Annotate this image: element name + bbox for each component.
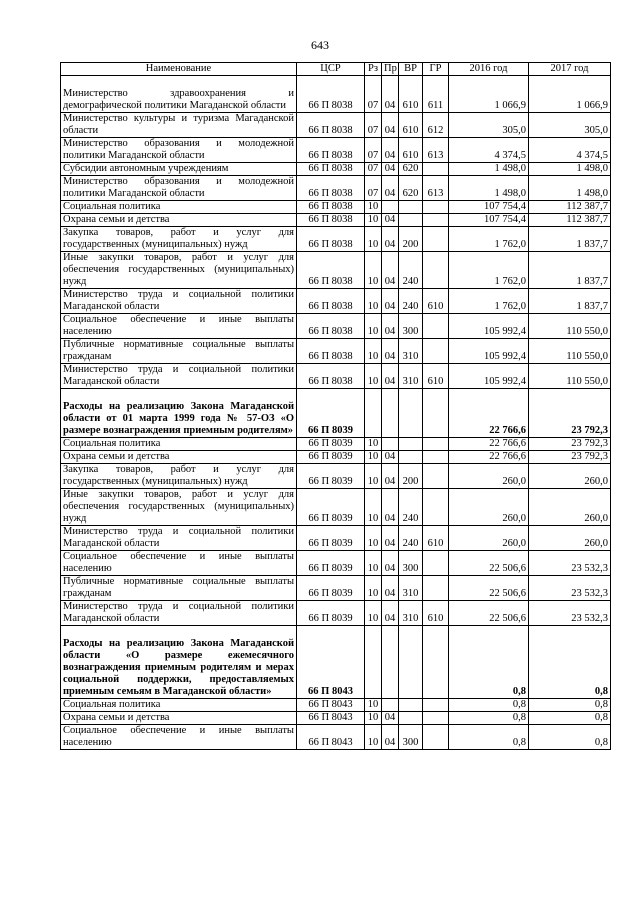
cell-2017: 23 532,3	[529, 601, 611, 626]
cell-pr: 04	[382, 364, 399, 389]
cell-gr	[423, 214, 449, 227]
cell-pr: 04	[382, 601, 399, 626]
table-row	[61, 464, 611, 489]
cell-rz: 07	[365, 138, 382, 163]
cell-csr: 66 П 8038	[297, 163, 365, 176]
cell-name: Расходы на реализацию Закона Магаданской области «О размере ежемесячного вознаграждения приемным родителям и мерах социальной поддержки, предоставляемых приемным семьям в Магаданской области»	[61, 626, 297, 699]
cell-gr: 611	[423, 76, 449, 113]
cell-vr: 300	[399, 725, 423, 750]
table-row	[61, 227, 611, 252]
cell-name: Субсидии автономным учреждениям	[61, 163, 297, 176]
cell-gr	[423, 576, 449, 601]
cell-vr: 300	[399, 551, 423, 576]
cell-name: Охрана семьи и детства	[61, 712, 297, 725]
cell-pr: 04	[382, 214, 399, 227]
cell-csr: 66 П 8039	[297, 526, 365, 551]
cell-2017: 1 498,0	[529, 163, 611, 176]
cell-name: Министерство труда и социальной политики Магаданской области	[61, 364, 297, 389]
cell-2017: 23 792,3	[529, 451, 611, 464]
cell-name: Иные закупки товаров, работ и услуг для обеспечения государственных (муниципальных) нужд	[61, 489, 297, 526]
cell-gr	[423, 699, 449, 712]
cell-2016: 22 766,6	[449, 438, 529, 451]
cell-rz: 07	[365, 113, 382, 138]
cell-csr: 66 П 8039	[297, 451, 365, 464]
cell-pr: 04	[382, 163, 399, 176]
cell-csr: 66 П 8038	[297, 339, 365, 364]
cell-name: Социальная политика	[61, 699, 297, 712]
cell-name: Социальная политика	[61, 438, 297, 451]
cell-rz: 10	[365, 438, 382, 451]
cell-csr: 66 П 8038	[297, 252, 365, 289]
cell-csr: 66 П 8038	[297, 138, 365, 163]
table-row	[61, 489, 611, 526]
cell-gr	[423, 438, 449, 451]
cell-rz: 10	[365, 601, 382, 626]
table-header-row	[61, 63, 611, 76]
cell-gr: 610	[423, 526, 449, 551]
table-row	[61, 389, 611, 438]
cell-2017: 1 837,7	[529, 252, 611, 289]
table-row	[61, 176, 611, 201]
cell-pr	[382, 626, 399, 699]
cell-rz: 10	[365, 526, 382, 551]
cell-2017: 1 498,0	[529, 176, 611, 201]
header-2017: 2017 год	[529, 63, 611, 76]
table-row	[61, 289, 611, 314]
cell-2017: 1 066,9	[529, 76, 611, 113]
cell-2016: 22 766,6	[449, 451, 529, 464]
cell-pr: 04	[382, 526, 399, 551]
cell-rz: 10	[365, 314, 382, 339]
cell-vr	[399, 699, 423, 712]
cell-gr	[423, 339, 449, 364]
cell-pr	[382, 389, 399, 438]
cell-csr: 66 П 8038	[297, 289, 365, 314]
table-row	[61, 138, 611, 163]
cell-name: Социальное обеспечение и иные выплаты населению	[61, 725, 297, 750]
cell-2017: 0,8	[529, 699, 611, 712]
cell-2016: 22 766,6	[449, 389, 529, 438]
cell-2016: 107 754,4	[449, 214, 529, 227]
cell-rz: 10	[365, 364, 382, 389]
cell-rz: 10	[365, 712, 382, 725]
cell-2016: 107 754,4	[449, 201, 529, 214]
cell-csr: 66 П 8043	[297, 626, 365, 699]
cell-2016: 1 498,0	[449, 176, 529, 201]
cell-rz: 10	[365, 699, 382, 712]
cell-rz: 10	[365, 227, 382, 252]
cell-rz: 07	[365, 76, 382, 113]
cell-gr	[423, 163, 449, 176]
cell-vr: 240	[399, 252, 423, 289]
cell-pr: 04	[382, 551, 399, 576]
cell-csr: 66 П 8038	[297, 227, 365, 252]
cell-csr: 66 П 8039	[297, 489, 365, 526]
cell-2017: 1 837,7	[529, 289, 611, 314]
table-row	[61, 576, 611, 601]
table-row	[61, 364, 611, 389]
cell-name: Министерство образования и молодежной политики Магаданской области	[61, 138, 297, 163]
cell-2016: 105 992,4	[449, 314, 529, 339]
header-name: Наименование	[61, 63, 297, 76]
cell-2017: 23 532,3	[529, 551, 611, 576]
cell-2016: 22 506,6	[449, 576, 529, 601]
cell-pr: 04	[382, 712, 399, 725]
cell-2016: 105 992,4	[449, 339, 529, 364]
cell-2017: 112 387,7	[529, 214, 611, 227]
cell-name: Публичные нормативные социальные выплаты гражданам	[61, 339, 297, 364]
cell-pr: 04	[382, 76, 399, 113]
cell-name: Министерство труда и социальной политики Магаданской области	[61, 526, 297, 551]
page-number: 643	[311, 38, 329, 52]
table-row	[61, 626, 611, 699]
table-row	[61, 551, 611, 576]
cell-vr: 240	[399, 489, 423, 526]
cell-2016: 4 374,5	[449, 138, 529, 163]
cell-pr: 04	[382, 464, 399, 489]
table-row	[61, 601, 611, 626]
cell-gr: 613	[423, 176, 449, 201]
cell-2016: 0,8	[449, 725, 529, 750]
table-row	[61, 438, 611, 451]
cell-vr: 200	[399, 464, 423, 489]
cell-2016: 1 498,0	[449, 163, 529, 176]
cell-csr: 66 П 8039	[297, 576, 365, 601]
cell-gr	[423, 626, 449, 699]
table-row	[61, 725, 611, 750]
cell-vr	[399, 201, 423, 214]
cell-2017: 23 792,3	[529, 389, 611, 438]
cell-gr	[423, 551, 449, 576]
cell-vr: 310	[399, 339, 423, 364]
cell-pr: 04	[382, 725, 399, 750]
cell-gr: 610	[423, 289, 449, 314]
cell-gr	[423, 227, 449, 252]
cell-2017: 110 550,0	[529, 364, 611, 389]
cell-2017: 260,0	[529, 464, 611, 489]
cell-csr: 66 П 8039	[297, 464, 365, 489]
cell-csr: 66 П 8039	[297, 551, 365, 576]
cell-2016: 0,8	[449, 699, 529, 712]
cell-pr: 04	[382, 138, 399, 163]
cell-vr: 610	[399, 113, 423, 138]
header-2016: 2016 год	[449, 63, 529, 76]
cell-2017: 0,8	[529, 712, 611, 725]
cell-pr: 04	[382, 113, 399, 138]
cell-gr	[423, 712, 449, 725]
cell-name: Министерство образования и молодежной политики Магаданской области	[61, 176, 297, 201]
cell-name: Расходы на реализацию Закона Магаданской области от 01 марта 1999 года № 57-ОЗ «О размере вознаграждения приемным родителям»	[61, 389, 297, 438]
cell-2017: 1 837,7	[529, 227, 611, 252]
header-pr: Пр	[382, 63, 399, 76]
table-row	[61, 76, 611, 113]
cell-pr	[382, 438, 399, 451]
cell-pr: 04	[382, 451, 399, 464]
cell-vr	[399, 389, 423, 438]
cell-vr: 310	[399, 364, 423, 389]
cell-csr: 66 П 8043	[297, 712, 365, 725]
cell-pr: 04	[382, 176, 399, 201]
budget-table	[60, 62, 611, 750]
cell-csr: 66 П 8043	[297, 725, 365, 750]
cell-vr	[399, 712, 423, 725]
cell-2016: 1 762,0	[449, 289, 529, 314]
cell-2016: 22 506,6	[449, 601, 529, 626]
cell-rz: 07	[365, 176, 382, 201]
cell-2016: 0,8	[449, 712, 529, 725]
cell-name: Министерство труда и социальной политики Магаданской области	[61, 601, 297, 626]
cell-vr	[399, 438, 423, 451]
cell-csr: 66 П 8043	[297, 699, 365, 712]
table-row	[61, 712, 611, 725]
cell-name: Иные закупки товаров, работ и услуг для обеспечения государственных (муниципальных) нужд	[61, 252, 297, 289]
table-row	[61, 252, 611, 289]
cell-vr: 610	[399, 138, 423, 163]
cell-pr: 04	[382, 227, 399, 252]
cell-csr: 66 П 8039	[297, 601, 365, 626]
cell-csr: 66 П 8038	[297, 364, 365, 389]
header-gr: ГР	[423, 63, 449, 76]
cell-vr: 200	[399, 227, 423, 252]
cell-vr: 300	[399, 314, 423, 339]
cell-rz: 10	[365, 576, 382, 601]
cell-2016: 1 762,0	[449, 227, 529, 252]
cell-2016: 105 992,4	[449, 364, 529, 389]
table-row	[61, 314, 611, 339]
table-row	[61, 339, 611, 364]
cell-2016: 260,0	[449, 526, 529, 551]
table-row	[61, 526, 611, 551]
cell-rz: 10	[365, 489, 382, 526]
cell-csr: 66 П 8039	[297, 389, 365, 438]
cell-vr: 620	[399, 176, 423, 201]
cell-2017: 0,8	[529, 725, 611, 750]
cell-2017: 112 387,7	[529, 201, 611, 214]
cell-vr: 240	[399, 289, 423, 314]
cell-pr: 04	[382, 576, 399, 601]
cell-2017: 260,0	[529, 526, 611, 551]
cell-pr: 04	[382, 289, 399, 314]
cell-csr: 66 П 8038	[297, 176, 365, 201]
cell-name: Министерство труда и социальной политики Магаданской области	[61, 289, 297, 314]
cell-name: Социальная политика	[61, 201, 297, 214]
cell-gr: 612	[423, 113, 449, 138]
cell-name: Охрана семьи и детства	[61, 451, 297, 464]
cell-name: Публичные нормативные социальные выплаты гражданам	[61, 576, 297, 601]
table-row	[61, 699, 611, 712]
table-row	[61, 113, 611, 138]
cell-pr: 04	[382, 339, 399, 364]
table-row	[61, 163, 611, 176]
cell-2016: 0,8	[449, 626, 529, 699]
cell-csr: 66 П 8038	[297, 76, 365, 113]
cell-rz: 10	[365, 551, 382, 576]
cell-rz: 10	[365, 252, 382, 289]
cell-pr	[382, 201, 399, 214]
table-row	[61, 214, 611, 227]
cell-2017: 110 550,0	[529, 339, 611, 364]
cell-gr	[423, 201, 449, 214]
cell-gr: 610	[423, 601, 449, 626]
cell-vr	[399, 451, 423, 464]
cell-csr: 66 П 8039	[297, 438, 365, 451]
cell-gr	[423, 451, 449, 464]
cell-2016: 1 066,9	[449, 76, 529, 113]
cell-vr: 610	[399, 76, 423, 113]
cell-name: Социальное обеспечение и иные выплаты населению	[61, 551, 297, 576]
cell-rz	[365, 626, 382, 699]
cell-rz: 10	[365, 214, 382, 227]
cell-2017: 305,0	[529, 113, 611, 138]
cell-2016: 260,0	[449, 489, 529, 526]
cell-2016: 22 506,6	[449, 551, 529, 576]
cell-2016: 1 762,0	[449, 252, 529, 289]
cell-rz: 10	[365, 289, 382, 314]
cell-rz: 07	[365, 163, 382, 176]
cell-pr: 04	[382, 314, 399, 339]
header-rz: Рз	[365, 63, 382, 76]
cell-csr: 66 П 8038	[297, 201, 365, 214]
cell-pr	[382, 699, 399, 712]
cell-2017: 110 550,0	[529, 314, 611, 339]
cell-vr: 310	[399, 576, 423, 601]
cell-2017: 4 374,5	[529, 138, 611, 163]
cell-csr: 66 П 8038	[297, 314, 365, 339]
cell-gr	[423, 464, 449, 489]
cell-gr	[423, 489, 449, 526]
cell-pr: 04	[382, 489, 399, 526]
table-row	[61, 201, 611, 214]
cell-name: Закупка товаров, работ и услуг для государственных (муниципальных) нужд	[61, 227, 297, 252]
cell-csr: 66 П 8038	[297, 113, 365, 138]
cell-vr	[399, 626, 423, 699]
cell-csr: 66 П 8038	[297, 214, 365, 227]
cell-rz: 10	[365, 451, 382, 464]
cell-2017: 0,8	[529, 626, 611, 699]
cell-name: Социальное обеспечение и иные выплаты населению	[61, 314, 297, 339]
cell-gr	[423, 389, 449, 438]
cell-name: Министерство здравоохранения и демографической политики Магаданской области	[61, 76, 297, 113]
cell-name: Охрана семьи и детства	[61, 214, 297, 227]
cell-gr	[423, 252, 449, 289]
cell-2016: 260,0	[449, 464, 529, 489]
cell-vr	[399, 214, 423, 227]
header-vr: ВР	[399, 63, 423, 76]
cell-2016: 305,0	[449, 113, 529, 138]
cell-rz: 10	[365, 339, 382, 364]
cell-pr: 04	[382, 252, 399, 289]
cell-2017: 23 792,3	[529, 438, 611, 451]
cell-vr: 620	[399, 163, 423, 176]
cell-gr: 610	[423, 364, 449, 389]
cell-vr: 240	[399, 526, 423, 551]
cell-gr: 613	[423, 138, 449, 163]
cell-vr: 310	[399, 601, 423, 626]
cell-rz: 10	[365, 201, 382, 214]
cell-name: Министерство культуры и туризма Магаданской области	[61, 113, 297, 138]
cell-name: Закупка товаров, работ и услуг для государственных (муниципальных) нужд	[61, 464, 297, 489]
cell-gr	[423, 725, 449, 750]
cell-2017: 23 532,3	[529, 576, 611, 601]
header-csr: ЦСР	[297, 63, 365, 76]
cell-rz: 10	[365, 725, 382, 750]
table-row	[61, 451, 611, 464]
cell-2017: 260,0	[529, 489, 611, 526]
cell-rz	[365, 389, 382, 438]
table-body	[61, 76, 611, 750]
cell-gr	[423, 314, 449, 339]
cell-rz: 10	[365, 464, 382, 489]
